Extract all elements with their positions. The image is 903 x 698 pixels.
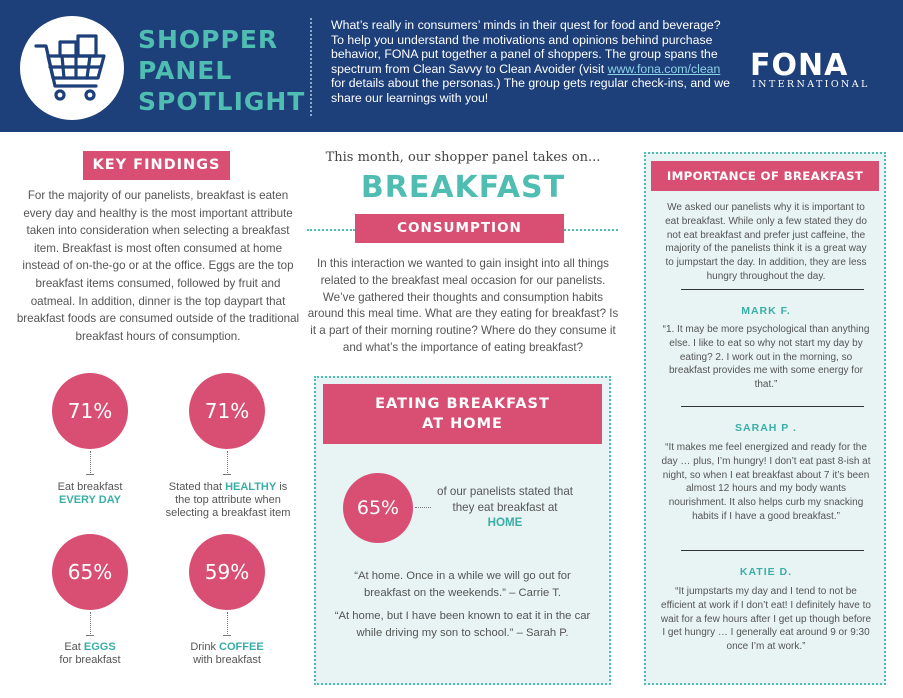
stat-connector [90, 612, 91, 634]
stat-highlight: COFFEE [219, 641, 264, 653]
dotted-divider [564, 229, 618, 231]
importance-label: IMPORTANCE OF BREAKFAST [651, 161, 879, 191]
panelist-quote: “1. It may be more psychological than anything else. I like to eat so why not start my day by eating? 2. I work out in the morning, so breakfast provides me with some energy for that.” [662, 324, 870, 391]
stat-label-text: Drink [190, 641, 220, 653]
importance-text: We asked our panelists why it is important to eat breakfast. While only a few stated they do not eat breakfast and prefer just caffeine, the majority of the panelists think it is a great way to jumpstart the day. In addition, they are less hungry throughout the day. [665, 202, 867, 282]
stat-label [30, 641, 150, 667]
stat-highlight: EGGS [83, 641, 116, 653]
stat-circle: 65% [52, 534, 128, 610]
stat-label-text: is [276, 481, 288, 493]
panelist-name: KATIE D. [739, 566, 793, 578]
stat-label-line: the top attribute when [175, 494, 281, 506]
home-stat-text [430, 484, 580, 531]
stat-label-line [167, 641, 287, 654]
intro-text: for details about the personas.) The group gets regular check-ins, and we share our learnings with you! [331, 76, 730, 105]
title-line: SPOTLIGHT [138, 87, 306, 116]
home-stat-line: of our panelists stated that they eat breakfast at [437, 485, 573, 514]
stat-highlight: HEALTHY [225, 481, 277, 493]
panelist-quote: “It jumpstarts my day and I tend to not be efficient at work if I don’t eat! I definitely have to wait for a few hours after I get up though before I get hungry … I generally eat around 9 or 9:30 once I’m at work.” [660, 586, 872, 653]
stat-label [167, 641, 287, 667]
home-stat-circle: 65% [343, 473, 413, 543]
panelist-quote: “It makes me feel energized and ready for the day … plus, I’m hungry! I don’t eat past 8-ish at night, so when I eat breakfast about 7 it’s been almost 12 hours and my body wants nourishment. It also helps curb my snacking habits if I have a good breakfast.” [661, 442, 871, 522]
panelist-name: MARK F. [741, 305, 791, 317]
stat-label-line: selecting a breakfast item [165, 507, 291, 519]
home-quote: “At home. Once in a while we will go out for breakfast on the weekends.” – Carrie T. [354, 570, 571, 599]
divider-rule [681, 550, 864, 551]
logo-sub: INTERNATIONAL [752, 79, 870, 90]
stat-label [148, 481, 308, 520]
stat-label-line [30, 641, 150, 654]
stat-connector [227, 612, 228, 634]
stat-circle: 71% [52, 373, 128, 449]
header-intro [331, 18, 736, 106]
fona-clean-link[interactable]: www.fona.com/clean [607, 61, 721, 76]
stat-label-line [148, 481, 308, 494]
stat-label [30, 481, 150, 507]
stat-connector [86, 635, 94, 636]
stat-connector [90, 451, 91, 473]
home-label-line: AT HOME [422, 416, 503, 432]
home-label [323, 384, 602, 444]
stat-connector [415, 507, 431, 508]
intro-text: What’s really in consumers’ minds in their quest for food and beverage? To help you understand the motivations and opinions behind purchase behavior, FONA put together a panel of shoppers. The group spans the spectrum from Clean Savvy to Clean Avoider (visit [331, 18, 721, 76]
header-banner [0, 0, 903, 132]
divider-rule [681, 289, 864, 290]
stat-label-line: for breakfast [59, 654, 121, 666]
stat-connector [227, 451, 228, 473]
divider-rule [681, 406, 864, 407]
page-title: BREAKFAST [360, 170, 566, 205]
home-quote: “At home, but I have been known to eat it in the car while driving my son to school.” – Sarah P. [334, 610, 591, 639]
stat-label-text: Stated that [168, 481, 226, 493]
stat-label-text: Eat [64, 641, 84, 653]
stat-connector [223, 474, 231, 475]
key-findings-label: KEY FINDINGS [83, 151, 230, 180]
stat-connector [86, 474, 94, 475]
month-intro: This month, our shopper panel takes on... [325, 150, 601, 165]
fona-logo [750, 48, 888, 92]
title-line: SHOPPER [138, 25, 279, 54]
consumption-label: CONSUMPTION [355, 214, 564, 243]
spotlight-title [138, 24, 306, 117]
shopping-cart-icon [20, 16, 124, 120]
stat-highlight: EVERY DAY [59, 494, 121, 506]
key-findings-text: For the majority of our panelists, breakfast is eaten every day and healthy is the most important attribute taken into consideration when selecting a breakfast item. Breakfast is most often consumed at home instead of on-the-go or at the office. Eggs are the top breakfast items consumed, followed by fruit and oatmeal. In addition, dinner is the top daypart that breakfast foods are consumed outside of the traditional breakfast hours of consumption. [16, 189, 300, 343]
stat-label-line: with breakfast [193, 654, 261, 666]
logo-word: FONA [750, 48, 849, 83]
cart-badge [20, 16, 124, 120]
dotted-divider [307, 229, 355, 231]
title-line: PANEL [138, 56, 233, 85]
panelist-name: SARAH P . [735, 422, 797, 434]
stat-circle: 71% [189, 373, 265, 449]
stat-circle: 59% [189, 534, 265, 610]
stat-label-line: Eat breakfast [57, 481, 123, 493]
consumption-text: In this interaction we wanted to gain insight into all things related to the breakfast meal occasion for our panelists. We’ve gathered their thoughts and consumption habits around this meal time. What are they eating for breakfast? Is it a part of their morning routine? Where do they consume it and what’s the importance of eating breakfast? [307, 257, 619, 354]
home-label-line: EATING BREAKFAST [375, 396, 550, 412]
header-divider [310, 18, 312, 116]
stat-connector [223, 635, 231, 636]
home-stat-highlight: HOME [487, 516, 523, 529]
